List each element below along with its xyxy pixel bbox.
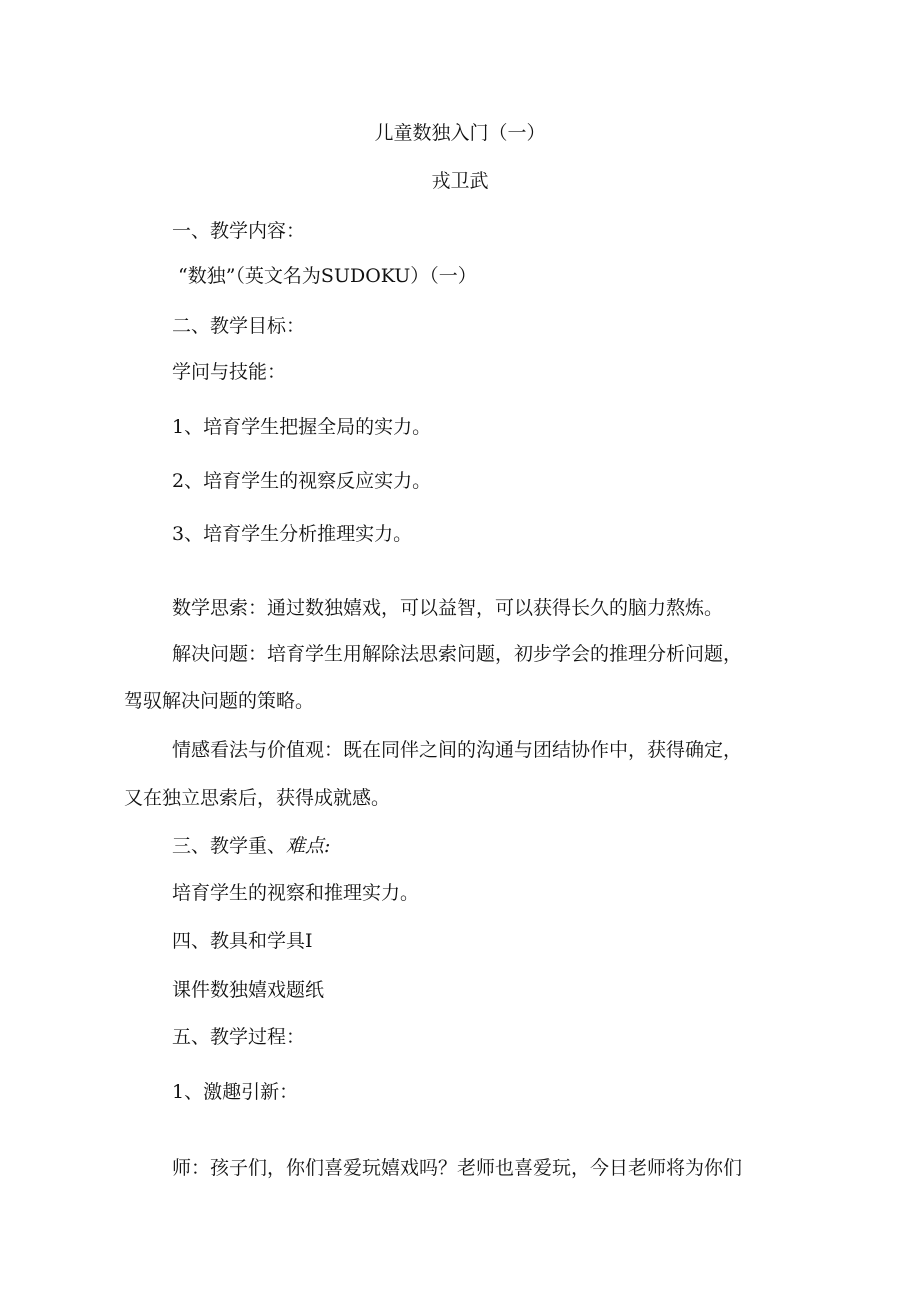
section-heading-content: 一、教学内容： [172,220,306,242]
paragraph-line: 课件数独嬉戏题纸 [172,979,325,1001]
paragraph-line: 解决问题：培育学生用解除法思索问题，初步学会的推理分析问题， [172,643,743,665]
list-item: 1、激趣引新： [172,1081,299,1103]
paragraph-line: “数独”（英文名为SUDOKU）（一） [178,265,477,287]
section-heading-focus-text: 三、教学重、 [172,835,287,857]
section-heading-tools: 四、教具和学具I [172,930,313,952]
section-heading-focus [172,834,330,858]
document-author: 戎卫武 [431,170,489,192]
paragraph-line: 驾驭解决问题的策略。 [124,690,315,712]
paragraph-line: 培育学生的视察和推理实力。 [172,882,420,904]
list-item: 1、培育学生把握全局的实力。 [172,416,432,438]
paragraph-line: 数学思索：通过数独嬉戏，可以益智，可以获得长久的脑力熬炼。 [172,597,724,619]
list-item: 3、培育学生分析推理实力。 [172,523,413,545]
paragraph-line: 学问与技能： [172,361,287,383]
list-item: 2、培育学生的视察反应实力。 [172,470,432,492]
section-heading-goals: 二、教学目标： [172,315,306,337]
paragraph-line: 又在独立思索后，获得成就感。 [124,787,391,809]
document-title: 儿童数独入门（一） [374,122,546,144]
section-heading-process: 五、教学过程： [172,1026,306,1048]
paragraph-line: 师：孩子们，你们喜爱玩嬉戏吗？老师也喜爱玩，今日老师将为你们 [172,1157,743,1179]
section-heading-focus-italic: 难点: [286,835,331,857]
paragraph-line: 情感看法与价值观：既在同伴之间的沟通与团结协作中，获得确定， [172,739,743,761]
